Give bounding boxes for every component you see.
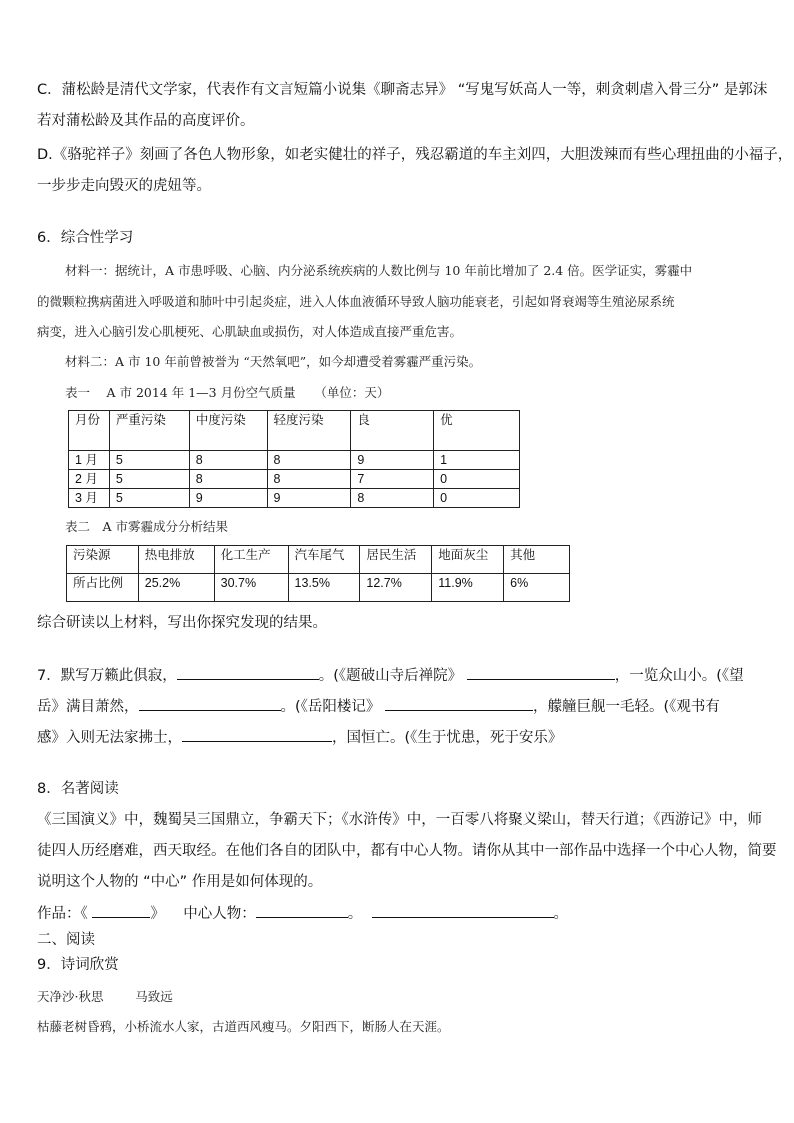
table-cell: 2 月 <box>69 470 110 489</box>
table-cell: 8 <box>267 451 351 470</box>
answer-blank[interactable] <box>139 696 281 711</box>
answer-blank[interactable] <box>385 696 533 711</box>
table-row <box>69 470 520 489</box>
q8-answer-line <box>37 903 568 924</box>
table-cell: 5 <box>109 451 189 470</box>
work-label: 作品：《 <box>37 906 88 922</box>
option-c-line1: C．蒲松龄是清代文学家，代表作有文言短篇小说集《聊斋志异》 “写鬼写妖高人一等，刺贪刺虐入骨三分” 是郭沫 <box>37 82 768 98</box>
table-cell: 8 <box>267 470 351 489</box>
option-c-line2: 若对蒲松龄及其作品的高度评价。 <box>37 113 255 129</box>
q8-line2: 徒四人历经磨难，西天取经。在他们各自的团队中，都有中心人物。请你从其中一部作品中选择一个中心人物，简要 <box>37 843 777 859</box>
poem-title: 天净沙·秋思 <box>37 989 104 1004</box>
q8-line3: 说明这个人物的 “中心” 作用是如何体现的。 <box>37 874 323 890</box>
q7-text: 。(《题破山寺后禅院》 <box>318 668 463 684</box>
q6-prompt: 综合研读以上材料，写出你探究发现的结果。 <box>37 615 327 631</box>
q7-line1 <box>37 665 744 686</box>
table-header: 优 <box>434 411 520 451</box>
table-header: 热电排放 <box>138 546 214 574</box>
table-header: 中度污染 <box>189 411 267 451</box>
table2-caption: 表二 A 市雾霾成分分析结果 <box>65 519 229 534</box>
poem-header <box>37 987 173 1007</box>
q7-text: 岳》满目萧然， <box>37 699 139 715</box>
q6-title: 6．综合性学习 <box>37 230 134 246</box>
poem-author: 马致远 <box>135 989 173 1004</box>
option-d-line2: 一步步走向毁灭的虎妞等。 <box>37 178 211 194</box>
table-cell: 8 <box>189 451 267 470</box>
table-header: 汽车尾气 <box>288 546 360 574</box>
table-cell: 0 <box>434 470 520 489</box>
period: 。 <box>553 906 569 922</box>
answer-blank[interactable] <box>177 665 319 680</box>
period: 。 <box>347 906 363 922</box>
table-cell: 7 <box>351 470 434 489</box>
q8-line1: 《三国演义》中，魏蜀吴三国鼎立，争霸天下；《水浒传》中，一百零八将聚义梁山，替天行道；《西游记》中，师 <box>37 812 762 828</box>
material1-line1: 材料一：据统计，A 市患呼吸、心脑、内分泌系统疾病的人数比例与 10 年前比增加了 2.4 倍。医学证实，雾霾中 <box>65 263 693 278</box>
table-cell: 13.5% <box>288 574 360 602</box>
table-header: 地面灰尘 <box>432 546 504 574</box>
table-cell: 9 <box>189 489 267 508</box>
table-cell: 9 <box>267 489 351 508</box>
center-person-blank[interactable] <box>256 903 348 918</box>
table-cell: 0 <box>434 489 520 508</box>
table-header: 月份 <box>69 411 110 451</box>
table-cell: 11.9% <box>432 574 504 602</box>
table-header: 化工生产 <box>214 546 288 574</box>
table-cell: 3 月 <box>69 489 110 508</box>
work-close: 》 <box>150 906 165 922</box>
table-row <box>69 451 520 470</box>
answer-blank[interactable] <box>467 665 615 680</box>
table-cell: 1 月 <box>69 451 110 470</box>
table-cell: 5 <box>109 489 189 508</box>
table-header: 居民生活 <box>360 546 432 574</box>
smog-composition-table <box>66 545 570 602</box>
answer-blank[interactable] <box>182 727 332 742</box>
explanation-blank[interactable] <box>372 903 554 918</box>
q7-text: ，艨艟巨舰一毛轻。(《观书有 <box>533 699 720 715</box>
q7-text: 感》入则无法家拂士， <box>37 730 182 746</box>
table-cell: 12.7% <box>360 574 432 602</box>
q9-title: 9．诗词欣赏 <box>37 957 119 973</box>
table-cell: 25.2% <box>138 574 214 602</box>
table1-caption: 表一 A 市 2014 年 1—3 月份空气质量 （单位：天） <box>65 385 390 400</box>
table-header: 污染源 <box>67 546 139 574</box>
table-header-row <box>69 411 520 451</box>
table-cell: 6% <box>504 574 570 602</box>
q7-text: ，一览众山小。(《望 <box>614 668 744 684</box>
q7-text: ，国恒亡。(《生于忧患，死于安乐》 <box>332 730 563 746</box>
table-cell: 5 <box>109 470 189 489</box>
table-header: 良 <box>351 411 434 451</box>
table-row <box>67 574 570 602</box>
table-cell: 8 <box>189 470 267 489</box>
table-cell: 8 <box>351 489 434 508</box>
q7-line2 <box>37 696 720 717</box>
table-header: 其他 <box>504 546 570 574</box>
air-quality-table <box>68 410 520 508</box>
q7-line3 <box>37 727 562 748</box>
option-d-line1: D.《骆驼祥子》刻画了各色人物形象，如老实健壮的祥子，残忍霸道的车主刘四，大胆泼辣而有些心理扭曲的小福子， <box>37 147 793 163</box>
table-row <box>69 489 520 508</box>
q7-text: 7．默写万籁此俱寂， <box>37 668 177 684</box>
q7-text: 。(《岳阳楼记》 <box>280 699 381 715</box>
work-blank[interactable] <box>92 903 150 918</box>
table-cell: 1 <box>434 451 520 470</box>
material1-line3: 病变，进入心脑引发心肌梗死、心肌缺血或损伤，对人体造成直接严重危害。 <box>37 324 463 339</box>
table-header: 严重污染 <box>109 411 189 451</box>
poem-text: 枯藤老树昏鸦，小桥流水人家，古道西风瘦马。夕阳西下，断肠人在天涯。 <box>37 1019 450 1034</box>
table-cell: 所占比例 <box>67 574 139 602</box>
material1-line2: 的微颗粒携病菌进入呼吸道和肺叶中引起炎症，进入人体血液循环导致人脑功能衰老，引起如肾衰竭等生殖泌尿系统 <box>37 294 675 309</box>
table-header: 轻度污染 <box>267 411 351 451</box>
material2: 材料二：A 市 10 年前曾被誉为 “天然氧吧”，如今却遭受着雾霾严重污染。 <box>65 354 482 369</box>
table-cell: 9 <box>351 451 434 470</box>
section-heading: 二、阅读 <box>37 932 95 948</box>
q8-title: 8．名著阅读 <box>37 781 119 797</box>
table-cell: 30.7% <box>214 574 288 602</box>
table-header-row <box>67 546 570 574</box>
center-label: 中心人物： <box>183 906 256 922</box>
